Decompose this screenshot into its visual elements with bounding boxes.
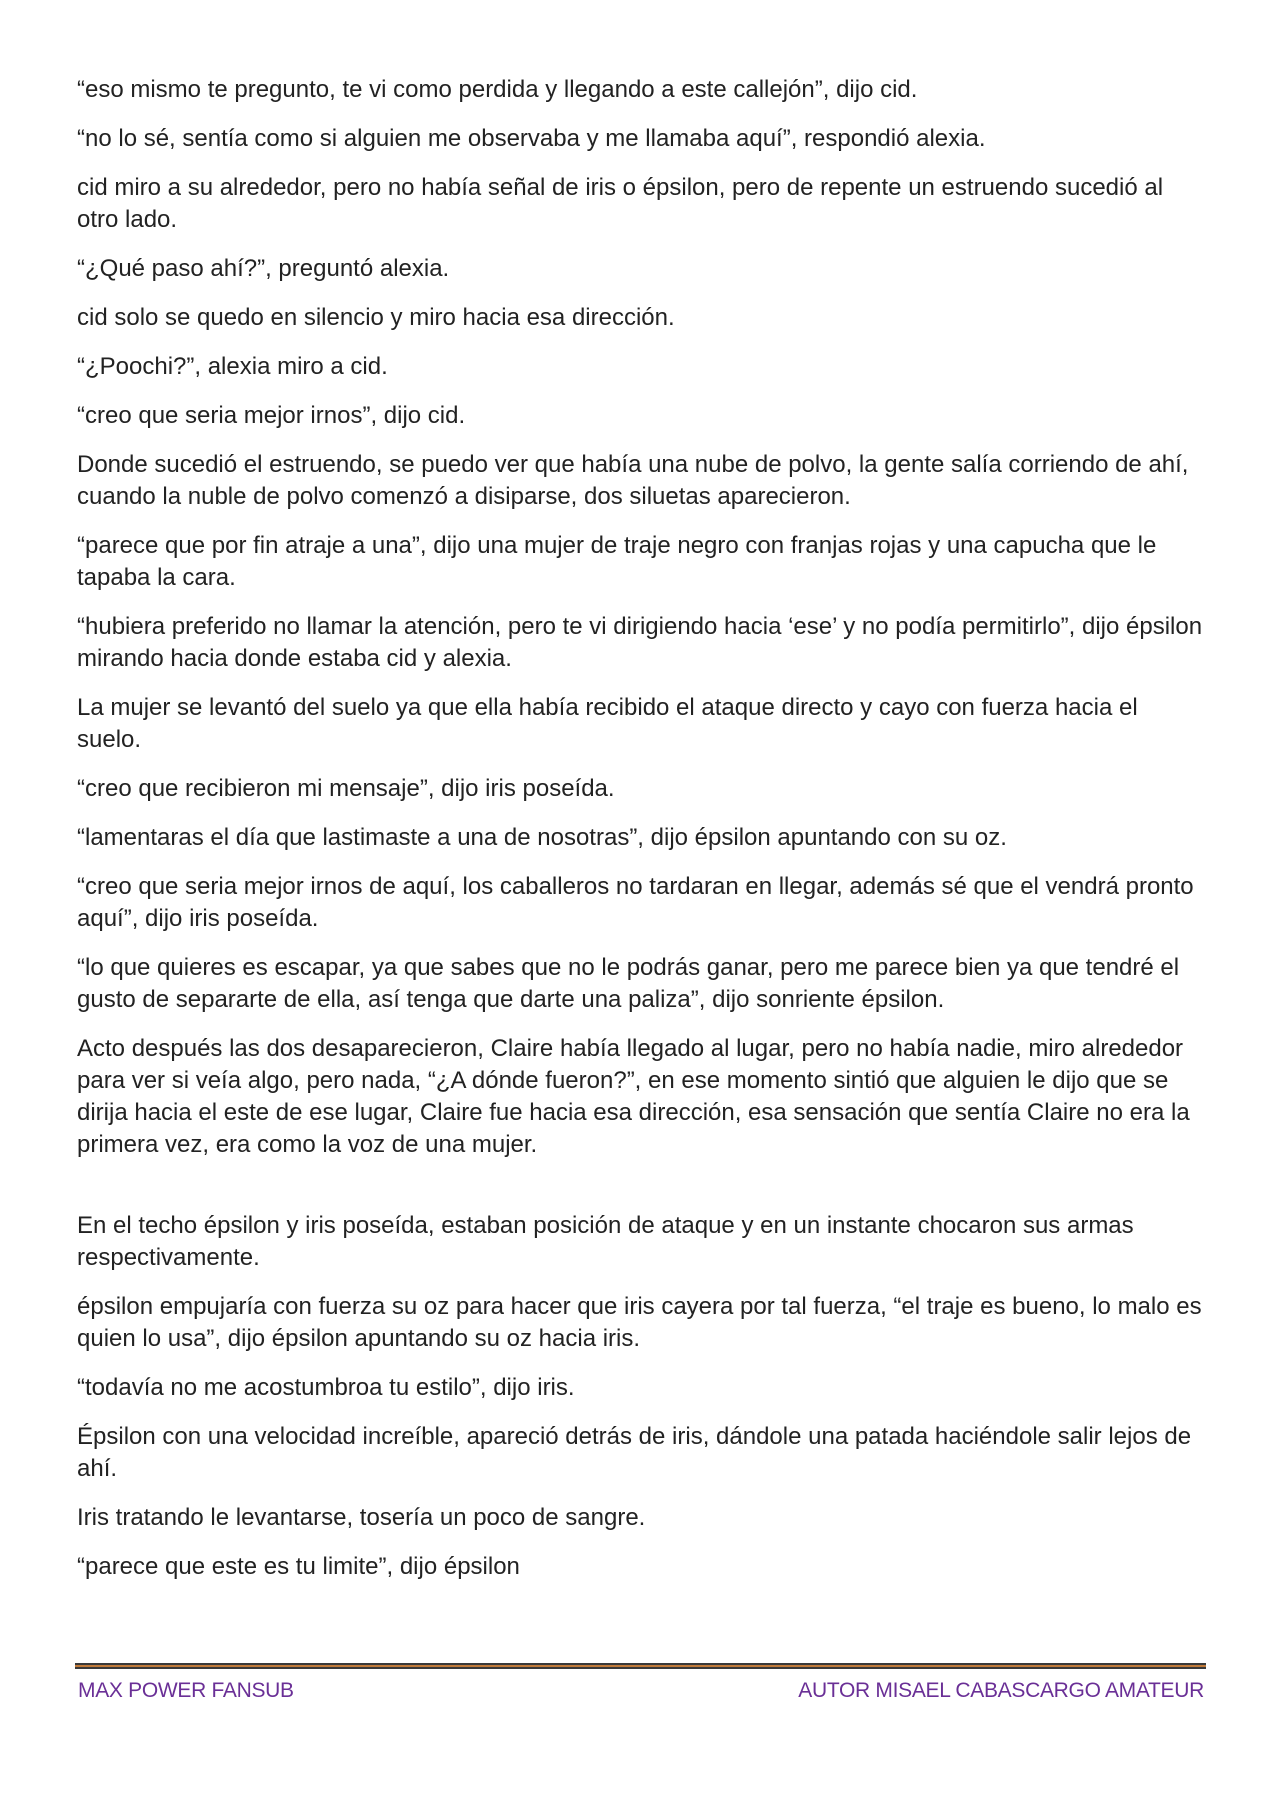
paragraph: “creo que seria mejor irnos”, dijo cid.	[77, 402, 466, 429]
paragraph: “eso mismo te pregunto, te vi como perdida y llegando a este callejón”, dijo cid.	[77, 76, 918, 103]
paragraph: Épsilon con una velocidad increíble, apareció detrás de iris, dándole una patada haciéndole salir lejos de ahí.	[77, 1423, 1192, 1482]
paragraph: “¿Qué paso ahí?”, preguntó alexia.	[77, 255, 450, 282]
paragraph: La mujer se levantó del suelo ya que ella había recibido el ataque directo y cayo con fuerza hacia el suelo.	[77, 694, 1138, 753]
paragraph: “creo que seria mejor irnos de aquí, los caballeros no tardaran en llegar, además sé que el vendrá pronto aquí”, dijo iris poseída.	[77, 873, 1194, 932]
paragraph: “todavía no me acostumbroa tu estilo”, dijo iris.	[77, 1374, 575, 1401]
footer-divider	[75, 1663, 1206, 1669]
paragraph: cid solo se quedo en silencio y miro hacia esa dirección.	[77, 304, 675, 331]
footer-fansub-name: MAX POWER FANSUB	[78, 1679, 294, 1702]
paragraph: “hubiera preferido no llamar la atención, pero te vi dirigiendo hacia ‘ese’ y no podía permitirlo”, dijo épsilon mirando hacia donde estaba cid y alexia.	[77, 613, 1203, 672]
paragraph: cid miro a su alrededor, pero no había señal de iris o épsilon, pero de repente un estruendo sucedió al otro lado.	[77, 174, 1164, 233]
paragraph: “parece que este es tu limite”, dijo épsilon	[77, 1553, 520, 1580]
paragraph: épsilon empujaría con fuerza su oz para hacer que iris cayera por tal fuerza, “el traje es bueno, lo malo es quien lo usa”, dijo épsilon apuntando su oz hacia iris.	[77, 1293, 1202, 1352]
paragraph: Iris tratando le levantarse, tosería un poco de sangre.	[77, 1504, 646, 1531]
paragraph: Donde sucedió el estruendo, se puedo ver que había una nube de polvo, la gente salía corriendo de ahí, cuando la nuble de polvo comenzó a disiparse, dos siluetas aparecieron.	[77, 451, 1189, 510]
paragraph: “creo que recibieron mi mensaje”, dijo iris poseída.	[77, 775, 615, 802]
footer-author: AUTOR MISAEL CABASCARGO AMATEUR	[798, 1679, 1204, 1702]
paragraph: “parece que por fin atraje a una”, dijo una mujer de traje negro con franjas rojas y una capucha que le tapaba la cara.	[77, 532, 1157, 591]
paragraph: “no lo sé, sentía como si alguien me observaba y me llamaba aquí”, respondió alexia.	[77, 125, 986, 152]
paragraph: “lamentaras el día que lastimaste a una de nosotras”, dijo épsilon apuntando con su oz.	[77, 824, 1007, 851]
paragraph: “¿Poochi?”, alexia miro a cid.	[77, 353, 388, 380]
paragraph: En el techo épsilon y iris poseída, estaban posición de ataque y en un instante chocaron sus armas respectivamente.	[77, 1212, 1134, 1271]
story-text	[77, 74, 1207, 1600]
paragraph: Acto después las dos desaparecieron, Claire había llegado al lugar, pero no había nadie, miro alrededor para ver si veía algo, pero nada, “¿A dónde fueron?”, en ese momento sintió que alguien le dijo que se dirija hacia el este de ese lugar, Claire fue hacia esa dirección, esa sensación que sentía Claire no era la primera vez, era como la voz de una mujer.	[77, 1035, 1190, 1158]
paragraph: “lo que quieres es escapar, ya que sabes que no le podrás ganar, pero me parece bien ya que tendré el gusto de separarte de ella, así tenga que darte una paliza”, dijo sonriente épsilon.	[77, 954, 1180, 1013]
